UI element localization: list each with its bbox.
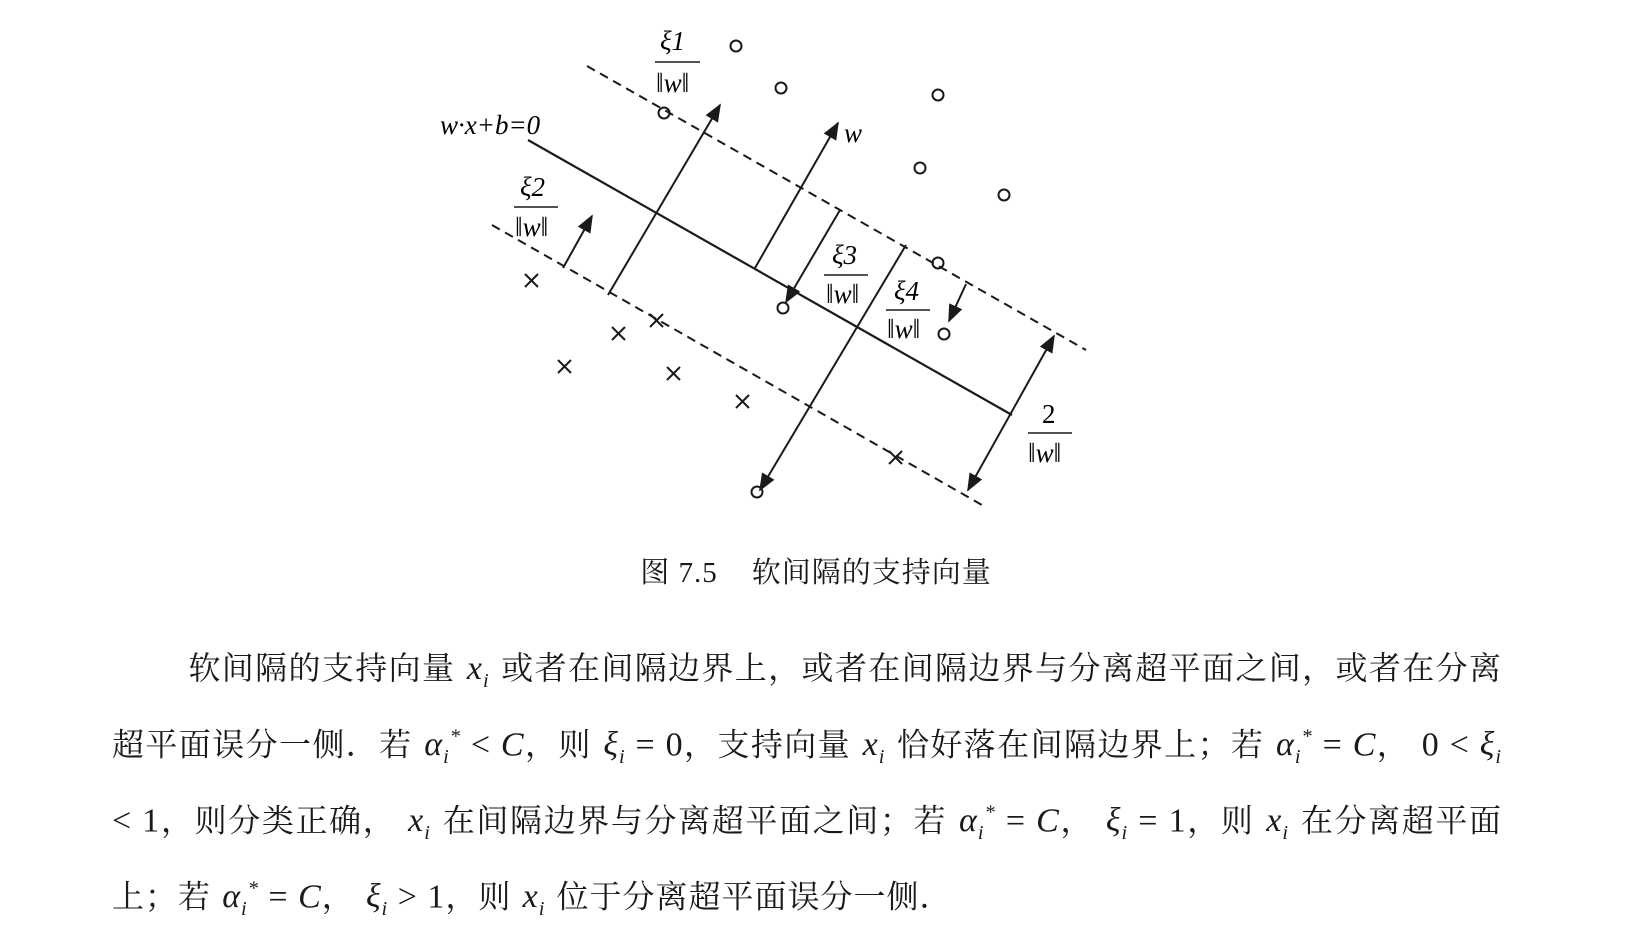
- figure-caption: [0, 550, 1632, 591]
- support-vector-xi4: [939, 329, 950, 340]
- positive-point: [933, 90, 944, 101]
- slack-arrow-xi2: [563, 216, 592, 268]
- svg-text:‖w‖: ‖w‖: [1028, 438, 1062, 468]
- svg-text:‖w‖: ‖w‖: [656, 68, 690, 98]
- negative-point: [558, 360, 571, 373]
- misclassified-point: [752, 487, 763, 498]
- positive-point: [776, 83, 787, 94]
- slack-arrow-xi4: [949, 284, 966, 321]
- negative-point: [525, 274, 538, 287]
- positive-point: [731, 41, 742, 52]
- negative-point: [650, 314, 663, 327]
- svg-text:2: 2: [1042, 399, 1056, 429]
- figure-caption-number: 图 7.5: [640, 557, 718, 589]
- slack-label-xi1: [655, 26, 700, 98]
- svg-text:‖w‖: ‖w‖: [515, 212, 549, 242]
- svg-text:‖w‖: ‖w‖: [887, 314, 921, 344]
- svg-text:ξ3: ξ3: [832, 240, 858, 270]
- positive-point: [933, 258, 944, 269]
- hyperplane-label: w·x+b=0: [440, 110, 541, 140]
- svg-text:ξ1: ξ1: [660, 26, 686, 56]
- svg-text:ξ2: ξ2: [520, 172, 546, 202]
- negative-point: [612, 327, 625, 340]
- svg-text:‖w‖: ‖w‖: [826, 279, 860, 309]
- margin-width-label: [1028, 399, 1072, 468]
- figure-caption-title: 软间隔的支持向量: [751, 555, 992, 589]
- slack-label-xi3: [824, 240, 868, 309]
- body-paragraph: 软间隔的支持向量 $x_i$ 或者在间隔边界上，或者在间隔边界与分离超平面之间，或者在分离超平面误分一侧．若 $\alpha_i^* < C$，则 $\xi_i = 0$，支持向量 $x_i$ 恰好落在间隔边界上；若 $\alpha_i^* = C$， $0 < \xi_i < 1$，则分类正确， $x_i$ 在间隔边界与分离超平面之间；若 $\alpha_i^* = C$， $\xi_i = 1$，则 $x_i$ 在分离超平面上；若 $\alpha_i^* = C$， $\xi_i > 1$，则 $x_i$ 位于分离超平面误分一侧．: [112, 649, 1503, 921]
- negative-point: [667, 367, 680, 380]
- slack-label-xi4: [886, 276, 930, 344]
- slack-arrow-xi1: [608, 105, 720, 295]
- positive-point: [915, 163, 926, 174]
- negative-point: [736, 395, 749, 408]
- support-vector-xi3: [778, 303, 789, 314]
- normal-vector-label: w: [844, 118, 863, 148]
- positive-point: [999, 190, 1010, 201]
- normal-vector-w: [755, 123, 838, 268]
- slack-label-xi2: [514, 172, 558, 242]
- separating-hyperplane: [528, 140, 1012, 415]
- svg-text:ξ4: ξ4: [894, 276, 920, 306]
